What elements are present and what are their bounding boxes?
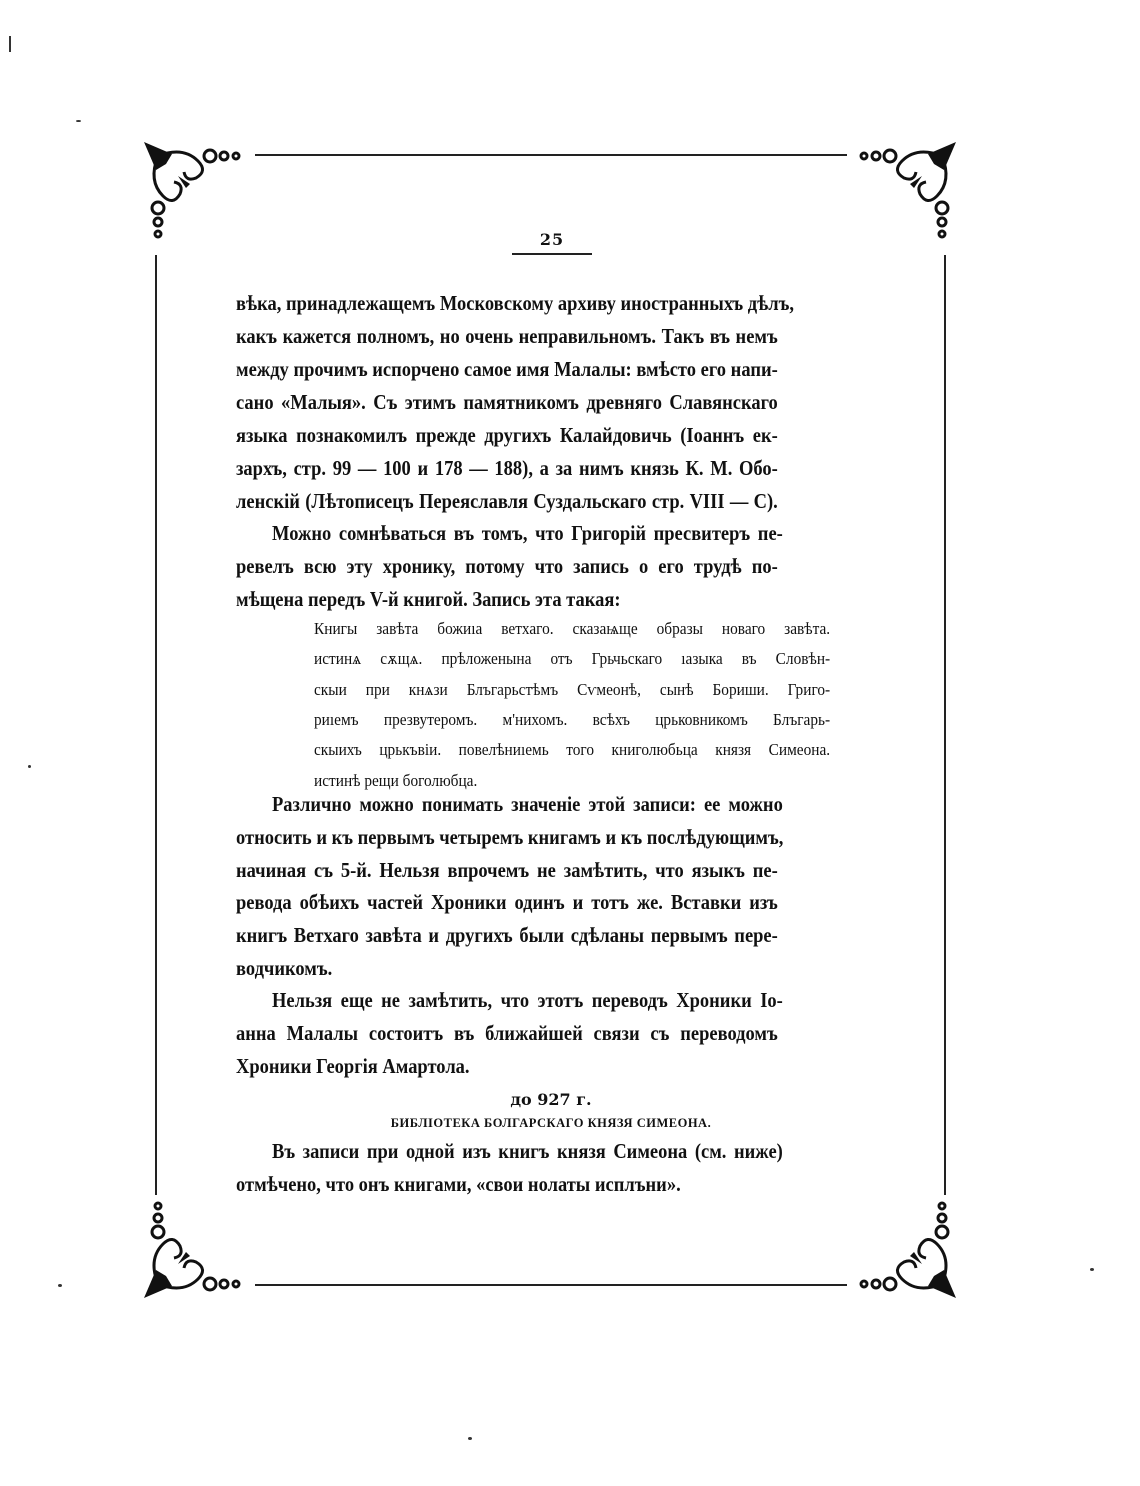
quote-line-5: скыихъ црькъвіи. повелѣниıемь того книголюбьца князя Симеона. bbox=[314, 740, 831, 759]
paragraph1-line-4: сано «Малыя». Съ этимъ памятникомъ древняго Славянскаго bbox=[236, 390, 778, 414]
corner-ornament-top-right-icon bbox=[842, 136, 962, 256]
scan-speck bbox=[9, 36, 11, 52]
scan-speck bbox=[28, 765, 31, 768]
corner-ornament-top-left-icon bbox=[138, 136, 258, 256]
paragraph2-line-3: мѣщена передъ V-й книгой. Запись эта такая: bbox=[236, 587, 621, 611]
page-number-rule bbox=[512, 253, 592, 255]
frame-top-line bbox=[255, 154, 847, 156]
paragraph1-line-3: между прочимъ испорчено самое имя Малалы: вмѣсто его напи- bbox=[236, 357, 778, 381]
paragraph3-line-6: водчикомъ. bbox=[236, 956, 333, 980]
quote-line-4: риıемъ презвутеромъ. м'нихомъ. всѣхъ црьковникомъ Блъгарь- bbox=[314, 710, 831, 729]
scan-speck bbox=[76, 120, 81, 122]
paragraph1-line-5: языка познакомилъ прежде другихъ Калайдовичь (Іоаннъ ек- bbox=[236, 423, 778, 447]
frame-left-line bbox=[155, 255, 157, 1195]
quote-line-3: скыи при кнѧзи Блъгарьстѣмъ Сѵмеонѣ, сынѣ Бориши. Григо- bbox=[314, 680, 831, 699]
paragraph3-line-2: относить и къ первымъ четыремъ книгамъ и къ послѣдующимъ, bbox=[236, 825, 784, 849]
corner-ornament-bottom-right-icon bbox=[842, 1184, 962, 1304]
frame-bottom-line bbox=[255, 1284, 847, 1286]
page-number: 25 bbox=[539, 230, 565, 249]
paragraph4-line-3: Хроники Георгія Амартола. bbox=[236, 1054, 470, 1078]
paragraph1-line-2: какъ кажется полномъ, но очень неправильномъ. Такъ въ немъ bbox=[236, 324, 778, 348]
paragraph4-line-2: анна Малалы состоитъ въ ближайшей связи съ переводомъ bbox=[236, 1021, 778, 1045]
paragraph5-line-2: отмѣчено, что онъ книгами, «свои нолаты исплъни». bbox=[236, 1172, 681, 1196]
paragraph3-line-1: Различно можно понимать значеніе этой записи: ее можно bbox=[272, 792, 783, 816]
quote-line-2: истинѧ сѫщѧ. прѣложенына отъ Грьчьскаго ıазыка въ Словѣн- bbox=[314, 649, 831, 668]
paragraph3-line-5: книгъ Ветхаго завѣта и другихъ были сдѣланы первымъ пере- bbox=[236, 923, 778, 947]
frame-right-line bbox=[944, 255, 946, 1195]
paragraph1-line-6: зархъ, стр. 99 — 100 и 178 — 188), а за нимъ князь К. М. Обо- bbox=[236, 456, 778, 480]
section-title-heading: БИБЛІОТЕКА БОЛГАРСКАГО КНЯЗЯ СИМЕОНА. bbox=[390, 1116, 712, 1130]
paragraph3-line-4: ревода обѣихъ частей Хроники одинъ и тотъ же. Вставки изъ bbox=[236, 890, 778, 914]
scan-speck bbox=[1090, 1268, 1094, 1271]
quote-line-6: истинѣ рещи боголюбца. bbox=[314, 771, 478, 790]
paragraph1-line-1: вѣка, принадлежащемъ Московскому архиву иностранныхъ дѣлъ, bbox=[236, 291, 795, 315]
quote-line-1: Книгы завѣта божиıа ветхаго. сказаѩще образы новаго завѣта. bbox=[314, 619, 831, 638]
scan-speck bbox=[468, 1437, 472, 1440]
paragraph4-line-1: Нельзя еще не замѣтить, что этотъ переводъ Хроники Іо- bbox=[272, 988, 783, 1012]
paragraph3-line-3: начиная съ 5-й. Нельзя впрочемъ не замѣтить, что языкъ пе- bbox=[236, 858, 778, 882]
paragraph2-line-2: ревелъ всю эту хронику, потому что запись о его трудѣ по- bbox=[236, 554, 778, 578]
corner-ornament-bottom-left-icon bbox=[138, 1184, 258, 1304]
paragraph5-line-1: Въ записи при одной изъ книгъ князя Симеона (см. ниже) bbox=[272, 1139, 783, 1163]
paragraph2-line-1: Можно сомнѣваться въ томъ, что Григорій пресвитеръ пе- bbox=[272, 521, 783, 545]
scan-speck bbox=[58, 1284, 62, 1287]
section-date-heading: до 927 г. bbox=[510, 1090, 592, 1109]
paragraph1-line-7: ленскій (Лѣтописецъ Переяславля Суздальскаго стр. VIII — C). bbox=[236, 489, 778, 513]
